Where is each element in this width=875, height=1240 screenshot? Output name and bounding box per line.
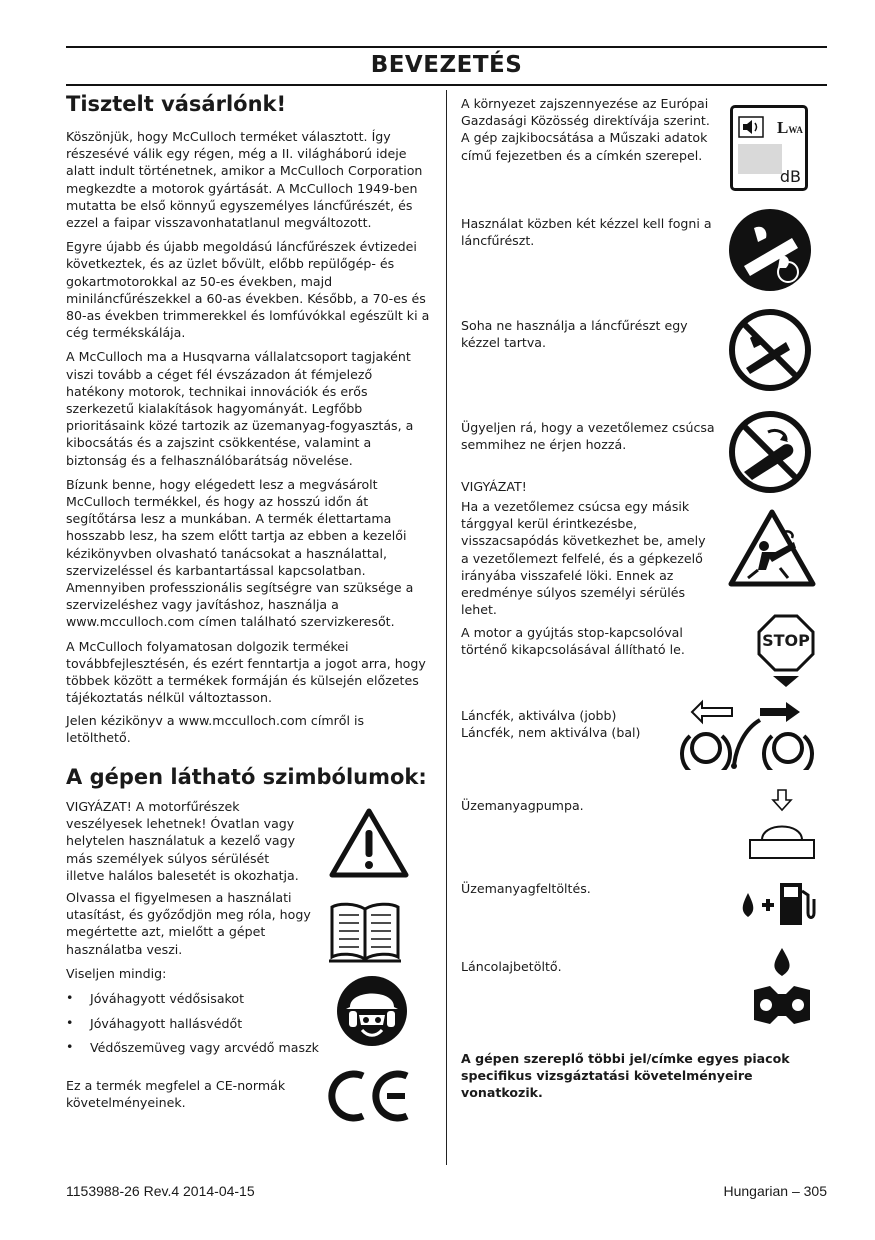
kickback-title: VIGYÁZAT! (461, 479, 527, 494)
db-label: dB (779, 167, 801, 186)
intro-paragraph-5: A McCulloch folyamatosan dolgozik termékei továbbfejlesztésén, és ezért fenntartja a jogot arra, hogy többek között a termékek formáján és külsején előzetes tájékoztatás nélkül változtasson. (66, 638, 426, 706)
one-hand-text: Soha ne használja a láncfűrészt egy kézzel tartva. (461, 318, 688, 351)
warning-triangle-icon (327, 805, 411, 881)
noise-label-icon (730, 105, 808, 191)
ce-mark-icon (325, 1068, 413, 1124)
warning-text: VIGYÁZAT! A motorfűrészek veszélyesek lehetnek! Óvatlan vagy helytelen használatuk a kezelő vagy más személyek súlyos sérülését illetve halálos balesetét is okozhatja. (66, 799, 299, 883)
intro-paragraph-2: Egyre újabb és újabb megoldású láncfűrészek évtizedei következtek, és az üzlet bővült, előbb repülőgép- és gokartmotorokkal az 50-es években, majd miniláncfűrészekkel a 60-as években. Később, a 70-es és 80-as években trimmerekkel és lomfúvókkal egészült ki a cég termékskálája. (66, 239, 430, 341)
speaker-icon (738, 116, 764, 138)
chain-brake-icon (676, 698, 816, 770)
always-wear-text: Viseljen mindig: (66, 966, 167, 981)
noise-text: A környezet zajszennyezése az Európai Gazdasági Közösség direktívája szerint. A gép zajkibocsátása a Műszaki adatok című fejezetben és a címkén szerepel. (461, 96, 710, 163)
fuel-pump-text: Üzemanyagpumpa. (461, 798, 584, 813)
intro-paragraph-3: A McCulloch ma a Husqvarna vállalatcsoport tagjaként viszi tovább a céget fél évszázadon át fémjelező hatékony motorok, technikai innovációk és erős szerkezetű kialakítások hagyományát. Legfőbb prioritásaink közé tartozik az üzemanyag-fogyasztás, a kibocsátás és a zajszint csökkentése, valamint a biztonság és a felhasználóbarátság növelése. (66, 349, 414, 468)
stop-icon (757, 614, 815, 688)
bullet-dot: • (66, 1039, 74, 1054)
bar-tip-prohibited-icon (728, 410, 812, 494)
header-top-rule (66, 46, 827, 48)
kickback-warning-icon (728, 508, 816, 588)
column-divider (446, 90, 447, 1165)
primer-bulb-icon (746, 788, 818, 860)
bullet-eye: Védőszemüveg vagy arcvédő maszk (90, 1040, 319, 1055)
kickback-text: Ha a vezetőlemez csúcsa egy másik tárggyal kerül érintkezésbe, visszacsapódás következhet be, amely a vezetőlemezt felfelé, és a gépkezelő irányába visszafelé löki. Ennek az eredménye súlyos személyi sérülés lehet. (461, 499, 706, 618)
two-hands-icon (728, 208, 812, 292)
chain-oil-text: Láncolajbetöltő. (461, 959, 562, 974)
page-number: Hungarian – 305 (723, 1183, 827, 1199)
stop-text: A motor a gyújtás stop-kapcsolóval történő kikapcsolásával állítható le. (461, 625, 685, 658)
page-title: BEVEZETÉS (370, 52, 523, 78)
stop-label: STOP (762, 631, 810, 650)
bullet-dot: • (66, 990, 74, 1005)
noise-value-box (738, 144, 782, 174)
fuel-fill-text: Üzemanyagfeltöltés. (461, 881, 591, 896)
one-hand-prohibited-icon (728, 308, 812, 392)
bullet-hearing: Jóváhagyott hallásvédőt (90, 1016, 243, 1031)
manual-text: Olvassa el figyelmesen a használati utasítást, és győződjön meg róla, hogy megértette azt, mielőtt a gépet használatba veszi. (66, 890, 311, 957)
bullet-dot: • (66, 1015, 74, 1030)
ce-text: Ez a termék megfelel a CE-normák követelményeinek. (66, 1078, 286, 1111)
symbols-heading: A gépen látható szimbólumok: (66, 765, 427, 789)
intro-body (66, 128, 432, 714)
lwa-label: LWA (777, 118, 803, 137)
market-note: A gépen szereplő többi jel/címke egyes piacok specifikus vizsgáztatási követelményeire vonatkozik. (461, 1051, 790, 1101)
bullet-helmet: Jóváhagyott védősisakot (90, 991, 245, 1006)
intro-paragraph-4: Bízunk benne, hogy elégedett lesz a megvásárolt McCulloch termékkel, és hogy az hosszú időn át segítőtársa lesz a munkában. A termék élettartama hosszabb lesz, ha szem előtt tartja az ebben a kezelői kézikönyvben olvasható tanácsokat a használattal, szervizeléssel és karbantartással kapcsolatban. Amennyiben professzionális segítségre van szüksége a szervizeléshez vagy javításhoz, használja a www.mcculloch.com címen található szervizkeresőt. (66, 476, 414, 630)
ppe-helmet-icon (336, 975, 408, 1047)
intro-heading: Tisztelt vásárlónk! (66, 92, 287, 116)
chain-brake-text: Láncfék, aktiválva (jobb) Láncfék, nem aktiválva (bal) (461, 708, 641, 741)
manual-book-icon (327, 899, 403, 965)
fuel-refill-icon (738, 875, 820, 927)
header-bottom-rule (66, 84, 827, 86)
download-note: Jelen kézikönyv a www.mcculloch.com címről is letölthető. (66, 713, 365, 746)
two-hands-text: Használat közben két kézzel kell fogni a láncfűrészt. (461, 216, 712, 249)
doc-code: 1153988-26 Rev.4 2014-04-15 (66, 1183, 255, 1199)
tip-text: Ügyeljen rá, hogy a vezetőlemez csúcsa semmihez ne érjen hozzá. (461, 420, 715, 453)
chain-oil-icon (748, 948, 816, 1030)
intro-paragraph-1: Köszönjük, hogy McCulloch terméket választott. Így részesévé válik egy régen, még a II. világháború ideje alatt indult történetnek, amikor a McCulloch Corporation megkezdte a motorok gyártását. A McCulloch 1949-ben mutatta be első könnyű egyszemélyes láncfűrészét, és ezzel a faipar visszavonhatatlanul megváltozott. (66, 129, 423, 231)
